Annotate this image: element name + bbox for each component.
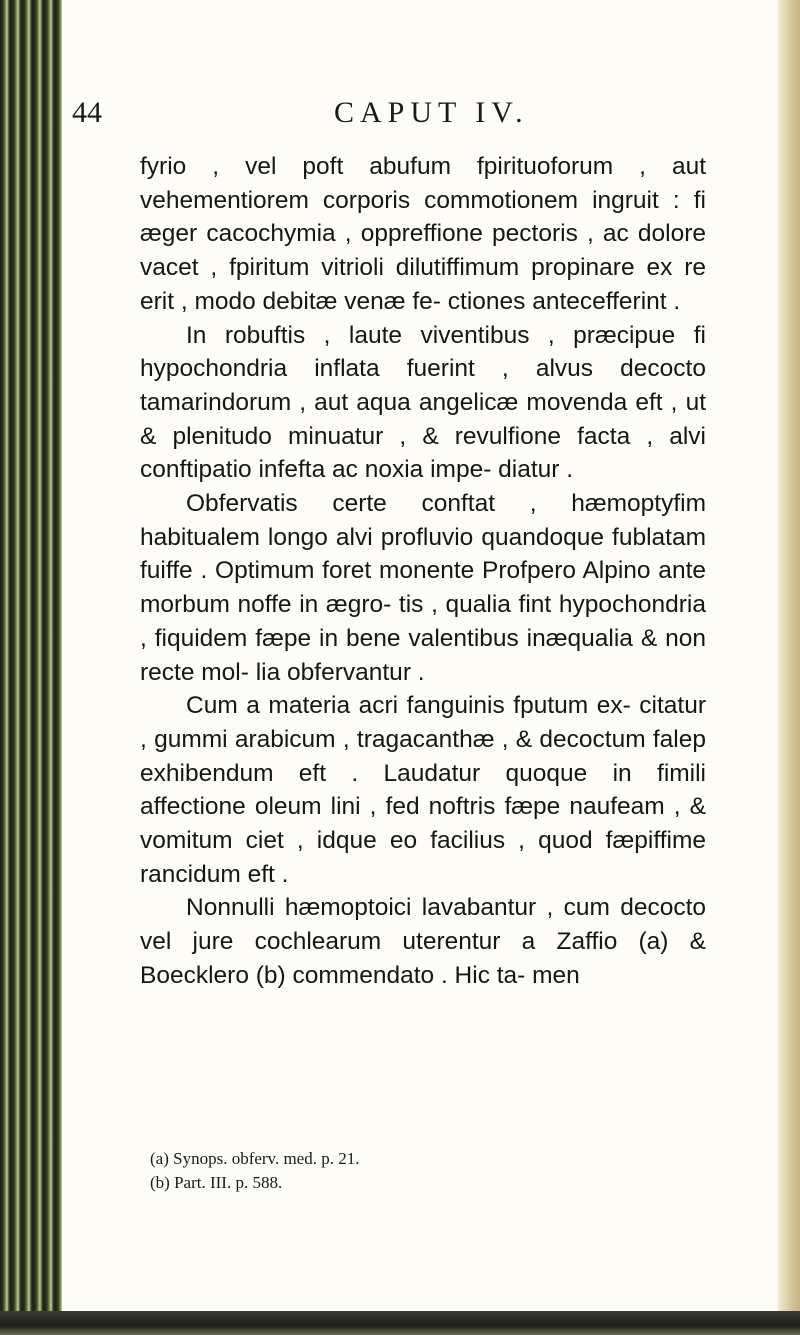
paragraph-5: Nonnulli hæmoptoici lavabantur , cum decocto vel jure cochlearum uterentur a Zaffio (a) & Boecklero (b) commendato . Hic ta- men [140, 894, 706, 989]
page-bottom-edge [0, 1311, 800, 1335]
paragraph-1: fyrio , vel poft abufum fpirituoforum , aut vehementiorem corporis commotionem ingruit : fi æger cacochymia , oppreffione pectoris , ac dolore vacet , fpiritum vitrioli dilutiffimum propinare ex re erit , modo debitæ venæ fe- ctiones antecefferint . [140, 153, 706, 315]
footnotes [150, 1147, 670, 1195]
paragraph-2: In robuftis , laute viventibus , præcipue fi hypochondria inflata fuerint , alvus decocto tamarindorum , aut aqua angelicæ movenda eft , ut & plenitudo minuatur , & revulfione facta , alvi conftipatio infefta ac noxia impe- diatur . [140, 321, 706, 484]
running-title: CAPUT IV. [334, 96, 529, 129]
paragraph-4: Cum a materia acri fanguinis fputum ex- citatur , gummi arabicum , tragacanthæ , & decoctum falep exhibendum eft . Laudatur quoque in fimili affectione oleum lini , fed noftris fæpe naufeam , & vomitum ciet , idque eo facilius , quod fæpiffime rancidum eft . [140, 692, 706, 888]
paragraph-3: Obfervatis certe conftat , hæmoptyfim habitualem longo alvi profluvio quandoque fublatam fuiffe . Optimum foret monente Profpero Alpino ante morbum noffe in ægro- tis , qualia fint hypochondria , fiquidem fæpe in bene valentibus inæqualia & non recte mol- lia obfervantur . [140, 490, 706, 686]
book-binding-gutter [0, 0, 62, 1335]
page-number: 44 [72, 96, 102, 129]
body-text [140, 150, 706, 993]
page-edge [778, 0, 800, 1335]
page-header [62, 96, 778, 136]
footnote-a: (a) Synops. obferv. med. p. 21. [150, 1149, 360, 1168]
footnote-b: (b) Part. III. p. 588. [150, 1173, 283, 1192]
